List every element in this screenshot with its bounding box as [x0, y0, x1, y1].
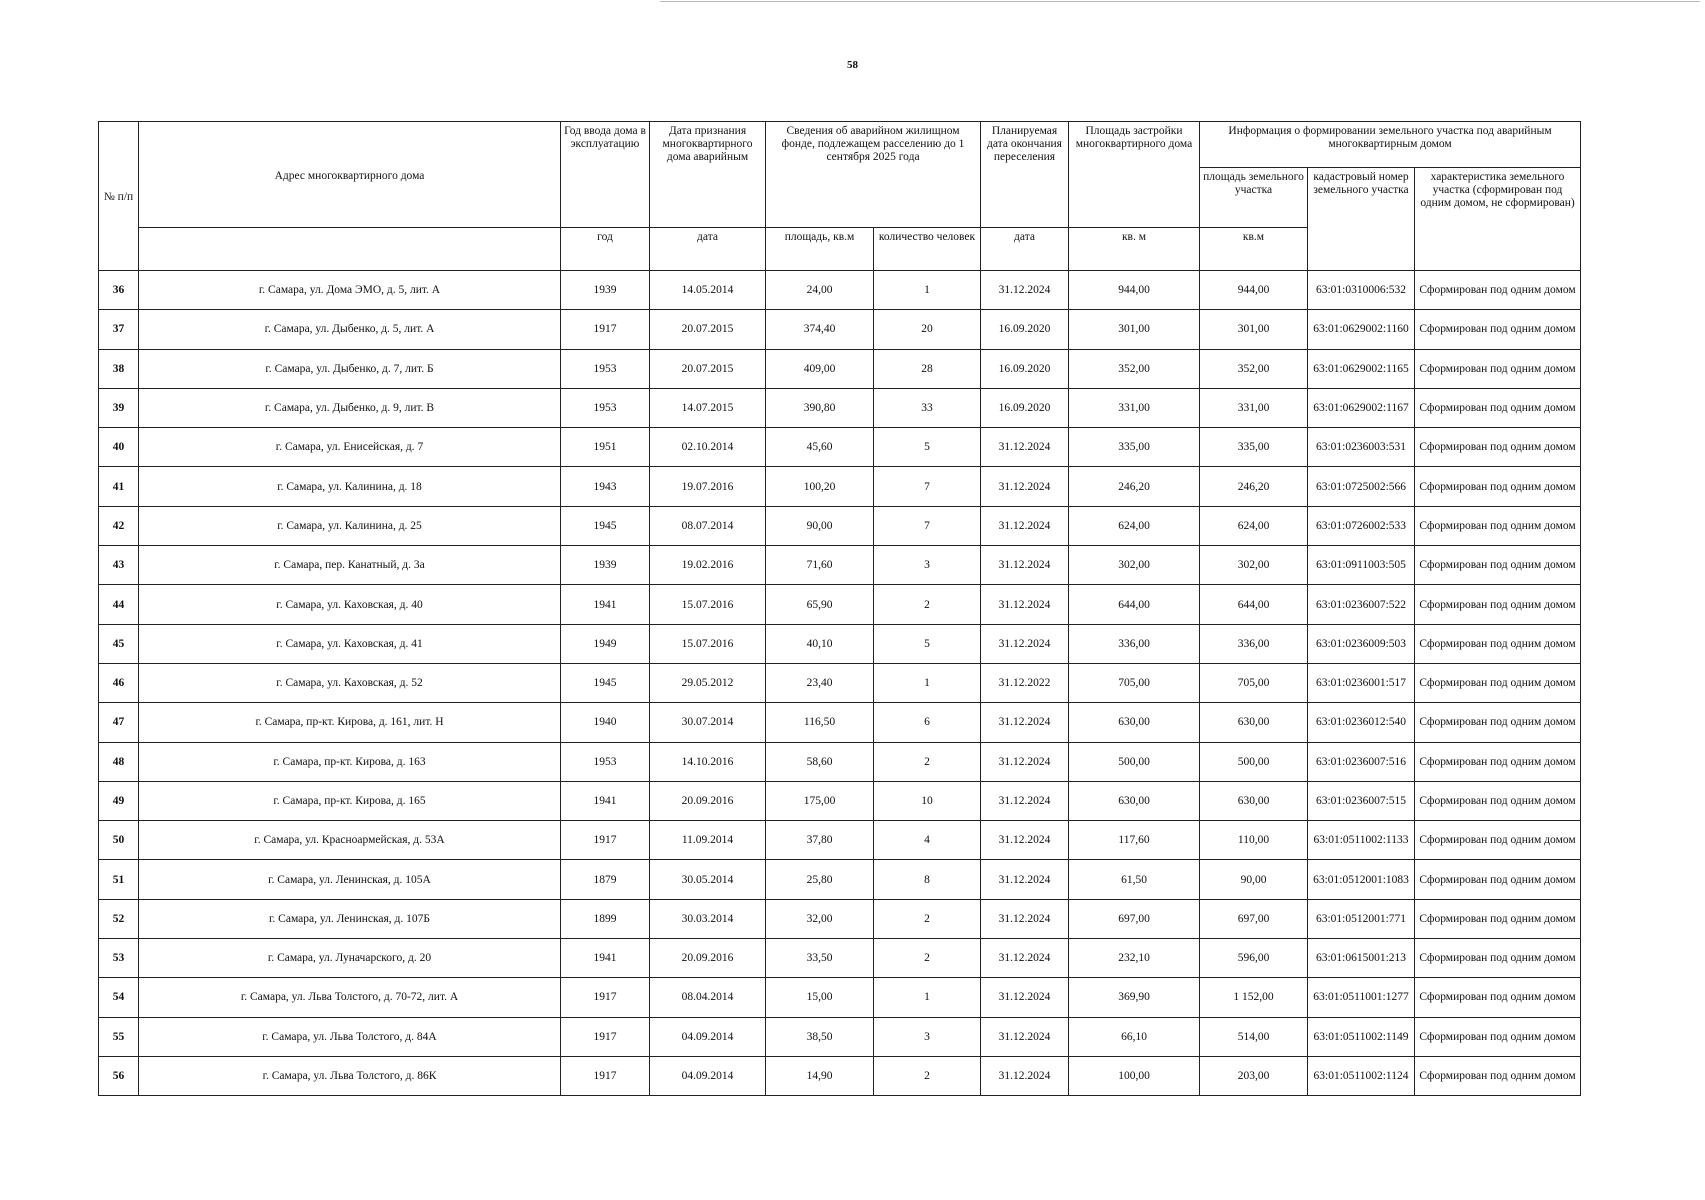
row-area: 90,00 [766, 506, 874, 545]
row-date-emergency: 11.09.2014 [650, 821, 766, 860]
row-people: 2 [874, 1056, 981, 1095]
table-row [99, 624, 1581, 663]
row-planned-date: 31.12.2024 [981, 1056, 1069, 1095]
emergency-housing-table [98, 121, 1581, 1096]
row-year-built: 1943 [561, 467, 650, 506]
row-year-built: 1917 [561, 1017, 650, 1056]
table-row [99, 506, 1581, 545]
row-building-area: 335,00 [1069, 428, 1200, 467]
row-building-area: 100,00 [1069, 1056, 1200, 1095]
row-planned-date: 31.12.2024 [981, 546, 1069, 585]
row-address: г. Самара, ул. Льва Толстого, д. 86К [139, 1056, 561, 1095]
row-people: 2 [874, 939, 981, 978]
row-area: 23,40 [766, 663, 874, 702]
row-land-area: 203,00 [1200, 1056, 1308, 1095]
row-planned-date: 31.12.2024 [981, 271, 1069, 310]
row-land-area: 644,00 [1200, 585, 1308, 624]
row-land-area: 697,00 [1200, 899, 1308, 938]
unit-address-empty [139, 228, 561, 271]
row-people: 1 [874, 663, 981, 702]
row-planned-date: 31.12.2024 [981, 821, 1069, 860]
header-land-info: Информация о формировании земельного участка под аварийным многоквартирным домом [1200, 122, 1581, 168]
unit-planned-date: дата [981, 228, 1069, 271]
row-cadastral: 63:01:0615001:213 [1308, 939, 1415, 978]
header-date-emergency: Дата признания многоквартирного дома аварийным [650, 122, 766, 228]
row-building-area: 66,10 [1069, 1017, 1200, 1056]
row-cadastral: 63:01:0512001:1083 [1308, 860, 1415, 899]
row-building-area: 369,90 [1069, 978, 1200, 1017]
row-cadastral: 63:01:0726002:533 [1308, 506, 1415, 545]
row-planned-date: 31.12.2024 [981, 506, 1069, 545]
row-address: г. Самара, пр-кт. Кирова, д. 161, лит. Н [139, 703, 561, 742]
table-row [99, 703, 1581, 742]
row-people: 20 [874, 310, 981, 349]
row-number: 44 [99, 585, 139, 624]
row-building-area: 944,00 [1069, 271, 1200, 310]
row-land-char: Сформирован под одним домом [1415, 585, 1581, 624]
unit-year: год [561, 228, 650, 271]
row-address: г. Самара, ул. Дыбенко, д. 9, лит. В [139, 388, 561, 427]
table-row [99, 271, 1581, 310]
row-cadastral: 63:01:0511002:1149 [1308, 1017, 1415, 1056]
row-people: 5 [874, 428, 981, 467]
row-cadastral: 63:01:0236001:517 [1308, 663, 1415, 702]
row-number: 51 [99, 860, 139, 899]
row-building-area: 630,00 [1069, 781, 1200, 820]
row-people: 7 [874, 506, 981, 545]
row-land-char: Сформирован под одним домом [1415, 546, 1581, 585]
row-date-emergency: 20.07.2015 [650, 310, 766, 349]
row-area: 175,00 [766, 781, 874, 820]
row-land-char: Сформирован под одним домом [1415, 310, 1581, 349]
row-planned-date: 31.12.2024 [981, 624, 1069, 663]
row-area: 374,40 [766, 310, 874, 349]
row-number: 38 [99, 349, 139, 388]
row-year-built: 1945 [561, 663, 650, 702]
row-planned-date: 16.09.2020 [981, 349, 1069, 388]
page-number: 58 [847, 59, 858, 71]
row-date-emergency: 14.07.2015 [650, 388, 766, 427]
row-land-char: Сформирован под одним домом [1415, 860, 1581, 899]
row-land-char: Сформирован под одним домом [1415, 1017, 1581, 1056]
row-date-emergency: 14.05.2014 [650, 271, 766, 310]
row-year-built: 1941 [561, 781, 650, 820]
row-area: 14,90 [766, 1056, 874, 1095]
row-number: 41 [99, 467, 139, 506]
row-address: г. Самара, пер. Канатный, д. 3а [139, 546, 561, 585]
row-area: 37,80 [766, 821, 874, 860]
row-number: 36 [99, 271, 139, 310]
row-area: 40,10 [766, 624, 874, 663]
row-number: 46 [99, 663, 139, 702]
row-people: 3 [874, 546, 981, 585]
header-land-area: площадь земельного участка [1200, 168, 1308, 228]
row-building-area: 246,20 [1069, 467, 1200, 506]
row-year-built: 1939 [561, 271, 650, 310]
table-row [99, 467, 1581, 506]
unit-building-sqm: кв. м [1069, 228, 1200, 271]
row-date-emergency: 29.05.2012 [650, 663, 766, 702]
row-land-char: Сформирован под одним домом [1415, 1056, 1581, 1095]
row-address: г. Самара, ул. Льва Толстого, д. 84А [139, 1017, 561, 1056]
row-land-area: 944,00 [1200, 271, 1308, 310]
row-number: 45 [99, 624, 139, 663]
row-planned-date: 31.12.2024 [981, 703, 1069, 742]
row-land-area: 90,00 [1200, 860, 1308, 899]
table-row [99, 1017, 1581, 1056]
table-row [99, 388, 1581, 427]
row-people: 5 [874, 624, 981, 663]
table-row [99, 349, 1581, 388]
row-area: 38,50 [766, 1017, 874, 1056]
row-address: г. Самара, ул. Каховская, д. 52 [139, 663, 561, 702]
row-area: 32,00 [766, 899, 874, 938]
row-people: 10 [874, 781, 981, 820]
row-date-emergency: 08.07.2014 [650, 506, 766, 545]
row-number: 39 [99, 388, 139, 427]
row-date-emergency: 30.07.2014 [650, 703, 766, 742]
row-year-built: 1917 [561, 1056, 650, 1095]
row-building-area: 302,00 [1069, 546, 1200, 585]
row-building-area: 61,50 [1069, 860, 1200, 899]
header-year-built: Год ввода дома в эксплуатацию [561, 122, 650, 228]
row-land-area: 705,00 [1200, 663, 1308, 702]
row-cadastral: 63:01:0236007:516 [1308, 742, 1415, 781]
row-address: г. Самара, ул. Дома ЭМО, д. 5, лит. А [139, 271, 561, 310]
row-address: г. Самара, ул. Красноармейская, д. 53А [139, 821, 561, 860]
row-planned-date: 31.12.2024 [981, 428, 1069, 467]
row-cadastral: 63:01:0236007:522 [1308, 585, 1415, 624]
row-cadastral: 63:01:0236003:531 [1308, 428, 1415, 467]
row-date-emergency: 30.03.2014 [650, 899, 766, 938]
row-building-area: 336,00 [1069, 624, 1200, 663]
table-row [99, 310, 1581, 349]
row-date-emergency: 08.04.2014 [650, 978, 766, 1017]
row-year-built: 1941 [561, 585, 650, 624]
row-land-char: Сформирован под одним домом [1415, 663, 1581, 702]
row-land-char: Сформирован под одним домом [1415, 939, 1581, 978]
header-address: Адрес многоквартирного дома [139, 122, 561, 228]
row-number: 43 [99, 546, 139, 585]
row-building-area: 500,00 [1069, 742, 1200, 781]
row-year-built: 1917 [561, 978, 650, 1017]
table-row [99, 742, 1581, 781]
row-people: 33 [874, 388, 981, 427]
unit-land-sqm: кв.м [1200, 228, 1308, 271]
row-cadastral: 63:01:0511002:1124 [1308, 1056, 1415, 1095]
row-number: 52 [99, 899, 139, 938]
row-cadastral: 63:01:0236009:503 [1308, 624, 1415, 663]
row-cadastral: 63:01:0511001:1277 [1308, 978, 1415, 1017]
row-number: 56 [99, 1056, 139, 1095]
scan-top-rule [660, 1, 1700, 2]
row-area: 33,50 [766, 939, 874, 978]
row-area: 25,80 [766, 860, 874, 899]
table-row [99, 663, 1581, 702]
row-planned-date: 31.12.2024 [981, 1017, 1069, 1056]
row-land-area: 514,00 [1200, 1017, 1308, 1056]
table-header [99, 122, 1581, 271]
row-building-area: 232,10 [1069, 939, 1200, 978]
row-address: г. Самара, ул. Ленинская, д. 107Б [139, 899, 561, 938]
row-land-area: 336,00 [1200, 624, 1308, 663]
row-number: 37 [99, 310, 139, 349]
row-area: 71,60 [766, 546, 874, 585]
row-people: 3 [874, 1017, 981, 1056]
row-year-built: 1879 [561, 860, 650, 899]
row-planned-date: 31.12.2024 [981, 467, 1069, 506]
table-row [99, 1056, 1581, 1095]
row-land-char: Сформирован под одним домом [1415, 978, 1581, 1017]
header-land-char: характеристика земельного участка (сформирован под одним домом, не сформирован) [1415, 168, 1581, 271]
row-address: г. Самара, ул. Енисейская, д. 7 [139, 428, 561, 467]
row-year-built: 1917 [561, 821, 650, 860]
row-year-built: 1953 [561, 388, 650, 427]
row-area: 45,60 [766, 428, 874, 467]
row-area: 58,60 [766, 742, 874, 781]
row-building-area: 117,60 [1069, 821, 1200, 860]
row-year-built: 1917 [561, 310, 650, 349]
row-area: 15,00 [766, 978, 874, 1017]
row-people: 2 [874, 899, 981, 938]
row-building-area: 705,00 [1069, 663, 1200, 702]
row-land-char: Сформирован под одним домом [1415, 506, 1581, 545]
row-address: г. Самара, ул. Ленинская, д. 105А [139, 860, 561, 899]
row-date-emergency: 20.09.2016 [650, 939, 766, 978]
row-date-emergency: 14.10.2016 [650, 742, 766, 781]
row-people: 28 [874, 349, 981, 388]
row-land-area: 301,00 [1200, 310, 1308, 349]
header-cadastral: кадастровый номер земельного участка [1308, 168, 1415, 271]
row-land-char: Сформирован под одним домом [1415, 388, 1581, 427]
row-land-area: 335,00 [1200, 428, 1308, 467]
row-year-built: 1899 [561, 899, 650, 938]
row-people: 6 [874, 703, 981, 742]
row-planned-date: 31.12.2024 [981, 978, 1069, 1017]
table-row [99, 585, 1581, 624]
row-cadastral: 63:01:0512001:771 [1308, 899, 1415, 938]
row-land-area: 630,00 [1200, 703, 1308, 742]
row-land-char: Сформирован под одним домом [1415, 624, 1581, 663]
row-land-char: Сформирован под одним домом [1415, 467, 1581, 506]
row-land-area: 624,00 [1200, 506, 1308, 545]
row-land-area: 352,00 [1200, 349, 1308, 388]
row-number: 48 [99, 742, 139, 781]
table-row [99, 428, 1581, 467]
row-year-built: 1953 [561, 742, 650, 781]
row-cadastral: 63:01:0629002:1167 [1308, 388, 1415, 427]
row-planned-date: 31.12.2024 [981, 939, 1069, 978]
row-number: 55 [99, 1017, 139, 1056]
row-planned-date: 16.09.2020 [981, 388, 1069, 427]
table-row [99, 939, 1581, 978]
table-row [99, 821, 1581, 860]
row-year-built: 1953 [561, 349, 650, 388]
row-planned-date: 31.12.2024 [981, 742, 1069, 781]
row-address: г. Самара, ул. Дыбенко, д. 7, лит. Б [139, 349, 561, 388]
row-year-built: 1941 [561, 939, 650, 978]
row-planned-date: 31.12.2024 [981, 899, 1069, 938]
row-land-char: Сформирован под одним домом [1415, 742, 1581, 781]
row-date-emergency: 04.09.2014 [650, 1056, 766, 1095]
row-building-area: 301,00 [1069, 310, 1200, 349]
row-date-emergency: 04.09.2014 [650, 1017, 766, 1056]
row-area: 390,80 [766, 388, 874, 427]
row-area: 65,90 [766, 585, 874, 624]
row-address: г. Самара, ул. Каховская, д. 41 [139, 624, 561, 663]
row-cadastral: 63:01:0725002:566 [1308, 467, 1415, 506]
row-year-built: 1951 [561, 428, 650, 467]
row-building-area: 624,00 [1069, 506, 1200, 545]
row-year-built: 1939 [561, 546, 650, 585]
row-address: г. Самара, ул. Льва Толстого, д. 70-72, лит. А [139, 978, 561, 1017]
row-land-area: 302,00 [1200, 546, 1308, 585]
row-people: 4 [874, 821, 981, 860]
row-building-area: 644,00 [1069, 585, 1200, 624]
row-date-emergency: 30.05.2014 [650, 860, 766, 899]
table-row [99, 899, 1581, 938]
row-number: 53 [99, 939, 139, 978]
row-land-char: Сформирован под одним домом [1415, 899, 1581, 938]
row-address: г. Самара, ул. Луначарского, д. 20 [139, 939, 561, 978]
row-building-area: 630,00 [1069, 703, 1200, 742]
unit-area: площадь, кв.м [766, 228, 874, 271]
row-year-built: 1945 [561, 506, 650, 545]
row-number: 47 [99, 703, 139, 742]
row-land-char: Сформирован под одним домом [1415, 781, 1581, 820]
row-address: г. Самара, ул. Каховская, д. 40 [139, 585, 561, 624]
row-date-emergency: 19.07.2016 [650, 467, 766, 506]
row-land-area: 1 152,00 [1200, 978, 1308, 1017]
row-date-emergency: 19.02.2016 [650, 546, 766, 585]
row-land-area: 331,00 [1200, 388, 1308, 427]
row-number: 40 [99, 428, 139, 467]
row-date-emergency: 15.07.2016 [650, 624, 766, 663]
row-cadastral: 63:01:0310006:532 [1308, 271, 1415, 310]
row-building-area: 331,00 [1069, 388, 1200, 427]
table-body [99, 271, 1581, 1096]
row-address: г. Самара, ул. Дыбенко, д. 5, лит. А [139, 310, 561, 349]
unit-people: количество человек [874, 228, 981, 271]
row-year-built: 1940 [561, 703, 650, 742]
row-address: г. Самара, ул. Калинина, д. 25 [139, 506, 561, 545]
row-date-emergency: 15.07.2016 [650, 585, 766, 624]
row-area: 100,20 [766, 467, 874, 506]
row-address: г. Самара, ул. Калинина, д. 18 [139, 467, 561, 506]
row-land-area: 500,00 [1200, 742, 1308, 781]
row-address: г. Самара, пр-кт. Кирова, д. 163 [139, 742, 561, 781]
header-housing-info: Сведения об аварийном жилищном фонде, подлежащем расселению до 1 сентября 2025 года [766, 122, 981, 228]
row-people: 7 [874, 467, 981, 506]
row-planned-date: 31.12.2024 [981, 585, 1069, 624]
row-number: 50 [99, 821, 139, 860]
row-cadastral: 63:01:0911003:505 [1308, 546, 1415, 585]
row-people: 8 [874, 860, 981, 899]
table-row [99, 978, 1581, 1017]
row-planned-date: 31.12.2024 [981, 860, 1069, 899]
row-land-char: Сформирован под одним домом [1415, 349, 1581, 388]
header-num: № п/п [99, 122, 139, 271]
row-people: 1 [874, 271, 981, 310]
row-land-area: 630,00 [1200, 781, 1308, 820]
row-land-area: 596,00 [1200, 939, 1308, 978]
row-cadastral: 63:01:0236007:515 [1308, 781, 1415, 820]
row-land-area: 246,20 [1200, 467, 1308, 506]
row-area: 409,00 [766, 349, 874, 388]
row-date-emergency: 20.09.2016 [650, 781, 766, 820]
row-land-char: Сформирован под одним домом [1415, 271, 1581, 310]
row-address: г. Самара, пр-кт. Кирова, д. 165 [139, 781, 561, 820]
row-planned-date: 31.12.2022 [981, 663, 1069, 702]
row-land-char: Сформирован под одним домом [1415, 821, 1581, 860]
row-people: 1 [874, 978, 981, 1017]
row-building-area: 697,00 [1069, 899, 1200, 938]
row-number: 42 [99, 506, 139, 545]
row-year-built: 1949 [561, 624, 650, 663]
unit-date-emergency: дата [650, 228, 766, 271]
row-land-char: Сформирован под одним домом [1415, 703, 1581, 742]
row-planned-date: 16.09.2020 [981, 310, 1069, 349]
row-building-area: 352,00 [1069, 349, 1200, 388]
table-row [99, 860, 1581, 899]
row-people: 2 [874, 585, 981, 624]
row-cadastral: 63:01:0511002:1133 [1308, 821, 1415, 860]
header-planned-date: Планируемая дата окончания переселения [981, 122, 1069, 228]
row-land-char: Сформирован под одним домом [1415, 428, 1581, 467]
table-row [99, 546, 1581, 585]
row-number: 54 [99, 978, 139, 1017]
header-building-area: Площадь застройки многоквартирного дома [1069, 122, 1200, 228]
row-cadastral: 63:01:0236012:540 [1308, 703, 1415, 742]
row-date-emergency: 20.07.2015 [650, 349, 766, 388]
row-date-emergency: 02.10.2014 [650, 428, 766, 467]
table-row [99, 781, 1581, 820]
row-cadastral: 63:01:0629002:1160 [1308, 310, 1415, 349]
row-area: 24,00 [766, 271, 874, 310]
row-land-area: 110,00 [1200, 821, 1308, 860]
row-people: 2 [874, 742, 981, 781]
row-planned-date: 31.12.2024 [981, 781, 1069, 820]
row-area: 116,50 [766, 703, 874, 742]
row-cadastral: 63:01:0629002:1165 [1308, 349, 1415, 388]
row-number: 49 [99, 781, 139, 820]
